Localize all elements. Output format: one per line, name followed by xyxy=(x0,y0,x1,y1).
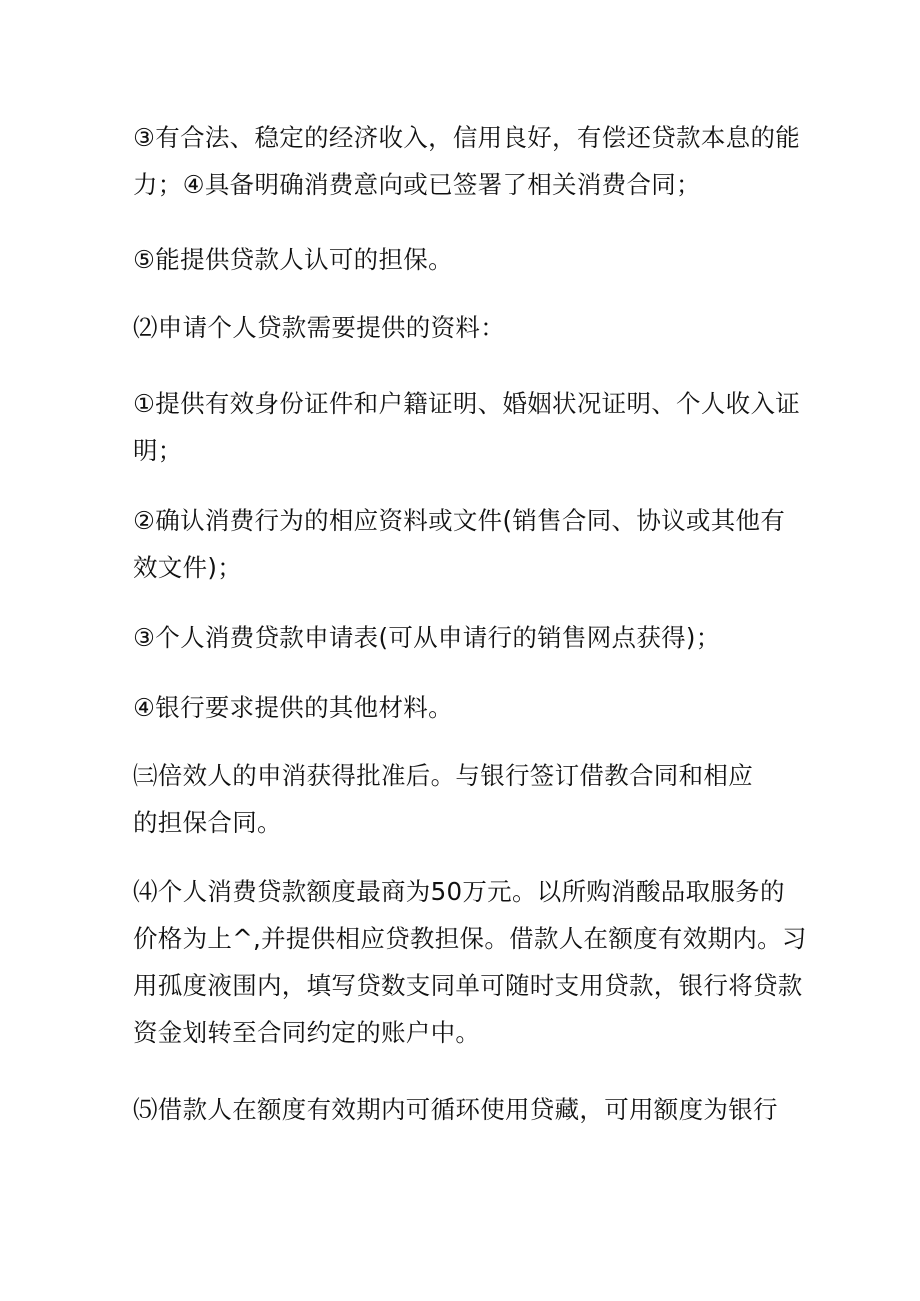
text-line: 价格为上^,并提供相应贷教担保。借款人在额度有效期内。习 xyxy=(133,924,807,953)
text-line: 效文件)； xyxy=(133,553,243,582)
paragraph-loan-limit xyxy=(133,868,813,1056)
paragraph-consumption-documents xyxy=(133,497,813,591)
text-line: ③有合法、稳定的经济收入，信用良好，有偿还贷款本息的能 xyxy=(133,123,801,152)
paragraph-contract-signing xyxy=(133,752,813,846)
text-line: 明； xyxy=(133,436,183,465)
text-line: ②确认消费行为的相应资料或文件(销售合同、协议或其他有 xyxy=(133,506,786,535)
text-line: ⑸借款人在额度有效期内可循环使用贷藏，可用额度为银行 xyxy=(133,1095,778,1124)
text-line: ⑷个人消费贷款额度最商为50万元。以所购消酸品取服务的 xyxy=(133,877,785,906)
paragraph-application-form xyxy=(133,614,813,661)
paragraph-guarantee xyxy=(133,236,813,283)
text-line: ㈢倍效人的申消获得批准后。与银行签订借教合同和相应 xyxy=(133,761,753,790)
paragraph-identity-documents xyxy=(133,380,813,474)
text-line: ⑵申请个人贷款需要提供的资料： xyxy=(133,313,505,342)
paragraph-required-materials-heading xyxy=(133,304,813,351)
paragraph-eligibility-income xyxy=(133,114,813,208)
text-line: ⑤能提供贷款人认可的担保。 xyxy=(133,245,453,274)
paragraph-other-materials xyxy=(133,684,813,731)
text-line: 力；④具备明确消费意向或已签署了相关消费合同； xyxy=(133,170,701,199)
text-line: ①提供有效身份证件和户籍证明、婚姻状况证明、个人收入证 xyxy=(133,389,801,418)
text-line: 的担保合同。 xyxy=(133,808,282,837)
text-line: 用孤度液围内，填写贷数支同单可随时支用贷款，银行将贷款 xyxy=(133,971,803,1000)
text-line: ④银行要求提供的其他材料。 xyxy=(133,693,453,722)
paragraph-revolving-use xyxy=(133,1086,813,1133)
text-line: ③个人消费贷款申请表(可从申请行的销售网点获得)； xyxy=(133,623,721,652)
text-line: 资金划转至合同约定的账户中。 xyxy=(133,1018,481,1047)
